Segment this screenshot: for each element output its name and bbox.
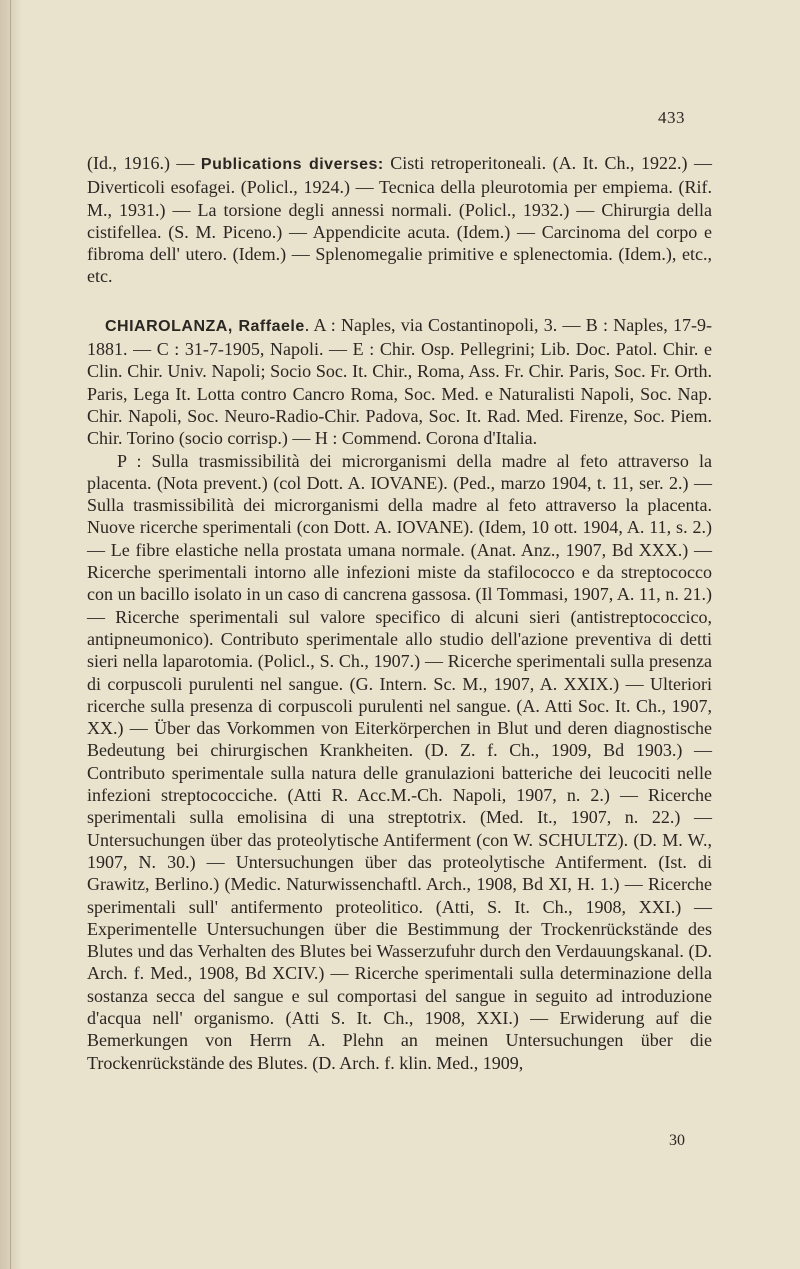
entry-paragraph — [87, 314, 712, 450]
entry-text: . A : Naples, via Costantinopoli, 3. — B : Naples, 17-9-1881. — C : 31-7-1905, Napoli. — E : Chir. Osp. Pellegrini; Lib. Doc. Patol. Chir. e Clin. Chir. Univ. Napoli; Socio Soc. It. Chir., Roma, Ass. Fr. Chir. Paris, Soc. Fr. Orth. Paris, Lega It. Lotta contro Cancro Roma, Soc. Med. e Naturalisti Napoli, Soc. Nap. Chir. Napoli, Soc. Neuro-Radio-Chir. Padova, Soc. It. Rad. Med. Firenze, Soc. Piem. Chir. Torino (socio corrisp.) — H : Commend. Corona d'Italia. — [87, 314, 712, 449]
text-column — [87, 152, 712, 1074]
signature-mark: 30 — [669, 1132, 685, 1149]
lead-text: (Id., 1916.) — — [87, 153, 201, 173]
page-number: 433 — [658, 108, 685, 127]
book-spine-shadow — [0, 0, 22, 1269]
previous-entry-paragraph — [87, 152, 712, 288]
entry-name: CHIAROLANZA, Raffaele — [105, 317, 305, 335]
paragraph-text: Cisti retroperitoneali. (A. It. Ch., 1922.) — Diverticoli esofagei. (Policl., 1924.) — Tecnica della pleurotomia per empiema. (Rif. M., 1931.) — La torsione degli annessi normali. (Policl., 1932.) — Chirurgia della cistifellea. (S. M. Piceno.) — Appendicite acuta. (Idem.) — Carcinoma del corpo e fibroma dell' utero. (Idem.) — Splenomegalie primitive e splenectomia. (Idem.), etc., etc. — [87, 153, 712, 287]
entry-gap — [87, 288, 712, 314]
section-heading: Publications diverses: — [200, 156, 384, 173]
publications-paragraph: P : Sulla trasmissibilità dei microrganismi della madre al feto attraverso la placenta. (Nota prevent.) (col Dott. A. IOVANE). (Ped., marzo 1904, t. 11, ser. 2.) — Sulla trasmissibilità dei microrganismi della madre al feto attraverso la placenta. Nuove ricerche sperimentali (con Dott. A. IOVANE). (Idem, 10 ott. 1904, A. 11, s. 2.) — Le fibre elastiche nella prostata umana normale. (Anat. Anz., 1907, Bd XXX.) — Ricerche sperimentali intorno alle infezioni miste da stafilococco e da streptococco con un bacillo isolato in un caso di cancrena gassosa. (Il Tommasi, 1907, A. 11, n. 21.) — Ricerche sperimentali sul valore specifico di alcuni sieri (antistreptococcico, antipneumonico). Contributo sperimentale allo studio dell'azione preventiva di detti sieri nella laparotomia. (Policl., S. Ch., 1907.) — Ricerche sperimentali sulla presenza di corpuscoli purulenti nel sangue. (G. Intern. Sc. M., 1907, A. XXIX.) — Ulteriori ricerche sulla presenza di corpuscoli purulenti nel sangue. (A. Atti Soc. It. Ch., 1907, XX.) — Über das Vorkommen von Eiterkörperchen in Blut und deren diagnostische Bedeutung bei chirurgischen Krankheiten. (D. Z. f. Ch., 1909, Bd 1903.) — Contributo sperimentale sulla natura delle granulazioni batteriche dei leucociti nelle infezioni streptococciche. (Atti R. Acc.M.-Ch. Napoli, 1907, n. 2.) — Ricerche sperimentali sulla emolisina di una streptotrix. (Med. It., 1907, n. 22.) — Untersuchungen über das proteolytische Antiferment (con W. SCHULTZ). (D. M. W., 1907, N. 30.) — Untersuchungen über das proteolytische Antiferment. (Ist. di Grawitz, Berlino.) (Medic. Naturwissenchaftl. Arch., 1908, Bd XI, H. 1.) — Ricerche sperimentali sull' antifermento proteolitico. (Atti, S. It. Ch., 1908, XXI.) — Experimentelle Untersuchungen über die Bestimmung der Trockenrückstände des Blutes und das Verhalten des Blutes bei Wasserzufuhr durch den Verdauungskanal. (D. Arch. f. Med., 1908, Bd XCIV.) — Ricerche sperimentali sulla determinazione della sostanza secca del sangue e sul comportasi del sangue in seguito ad introduzione d'acqua nell' organismo. (Atti S. It. Ch., 1908, XXI.) — Erwiderung auf die Bemerkungen von Herrn A. Plehn an meinen Untersuchungen über die Trockenrückstände des Blutes. (D. Arch. f. klin. Med., 1909, — [87, 450, 712, 1073]
gutter-line — [10, 0, 11, 1269]
